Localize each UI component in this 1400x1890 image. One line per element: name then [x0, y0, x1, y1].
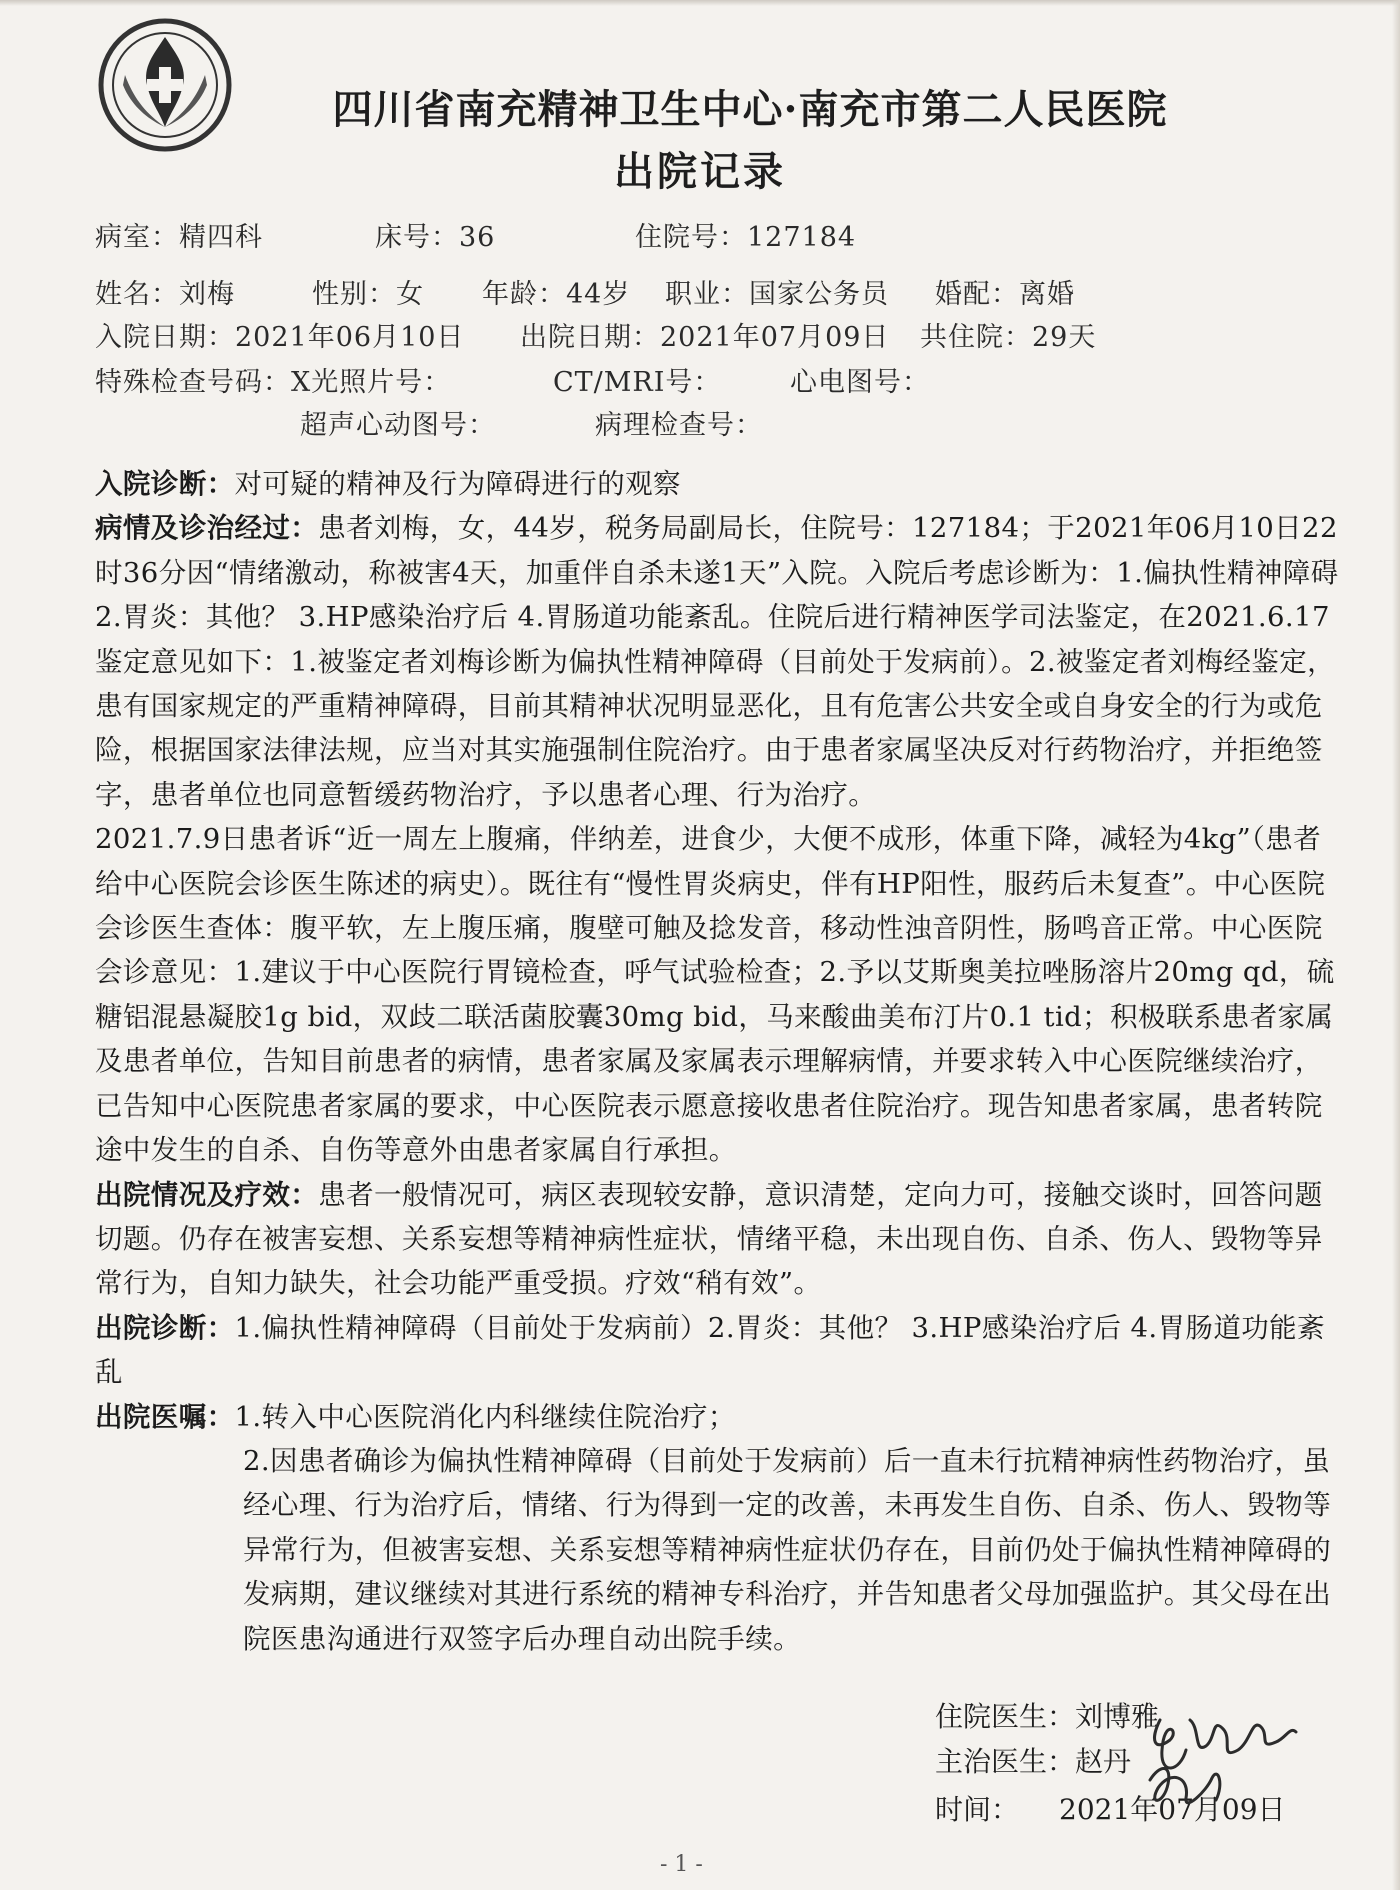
age-value: 44岁	[566, 279, 631, 310]
special-exam-label: 特殊检查号码：X光照片号：	[95, 367, 452, 398]
occupation-field	[665, 272, 889, 311]
admission-diagnosis	[95, 462, 1345, 506]
marital-label: 婚配：	[935, 279, 1019, 310]
record-body	[95, 462, 1345, 1661]
bed-value: 36	[459, 222, 496, 253]
page-number: - 1 -	[660, 1852, 703, 1877]
occupation-label: 职业：	[665, 279, 749, 310]
admission-number-label: 住院号：	[635, 222, 747, 253]
clinical-course-text: 患者刘梅，女，44岁，税务局副局长，住院号：127184；于2021年06月10日22时36分因“情绪激动，称被害4天，加重伴自杀未遂1天”入院。入院后考虑诊断为：1.偏执性精神障碍 2.胃炎：其他？ 3.HP感染治疗后 4.胃肠道功能紊乱。住院后进行精神医学司法鉴定，在2021.6.17鉴定意见如下：1.被鉴定者刘梅诊断为偏执性精神障碍（目前处于发病前）。2.被鉴定者刘梅经鉴定，患有国家规定的严重精神障碍，目前其精神状况明显恶化，且有危害公共安全或自身安全的行为或危险，根据国家法律法规，应当对其实施强制住院治疗。由于患者家属坚决反对行药物治疗，并拒绝签字，患者单位也同意暂缓药物治疗，予以患者心理、行为治疗。	[95, 512, 1339, 811]
admission-number-field	[635, 215, 856, 254]
time-label: 时间：	[935, 1793, 1020, 1826]
hospital-emblem-icon	[95, 15, 235, 155]
handwritten-signature	[1120, 1680, 1320, 1830]
hospital-name: 四川省南充精神卫生中心·南充市第二人民医院	[332, 86, 1168, 133]
name-field	[95, 272, 235, 311]
discharge-status	[95, 1173, 1345, 1306]
clinical-course-label: 病情及诊治经过：	[95, 512, 319, 545]
admit-date-field	[95, 315, 464, 354]
admit-date-value: 2021年06月10日	[235, 322, 465, 353]
sex-label: 性别：	[312, 279, 396, 310]
sex-field	[312, 272, 424, 311]
scan-edge	[0, 0, 1400, 6]
marital-field	[935, 272, 1075, 311]
admission-diagnosis-text: 对可疑的精神及行为障碍进行的观察	[234, 468, 681, 500]
time-value: 2021年07月09日	[1059, 1793, 1286, 1826]
discharge-diagnosis-text: 1.偏执性精神障碍（目前处于发病前）2.胃炎：其他？ 3.HP感染治疗后 4.胃肠道功能紊乱	[95, 1311, 1325, 1389]
stay-label: 共住院：	[920, 322, 1032, 353]
discharge-orders	[95, 1395, 1345, 1439]
document-title: 出院记录	[614, 148, 786, 195]
ward-field	[95, 215, 263, 254]
name-label: 姓名：	[95, 279, 179, 310]
clinical-course	[95, 506, 1345, 817]
discharge-date-field	[520, 315, 889, 354]
resident-label: 住院医生：	[935, 1700, 1076, 1733]
discharge-order-1: 1.转入中心医院消化内科继续住院治疗；	[234, 1400, 736, 1433]
discharge-status-label: 出院情况及疗效：	[95, 1178, 319, 1211]
attending-doctor	[935, 1740, 1131, 1780]
discharge-diagnosis	[95, 1306, 1345, 1395]
occupation-value: 国家公务员	[749, 279, 889, 310]
sex-value: 女	[396, 279, 424, 310]
name-value: 刘梅	[179, 279, 235, 310]
age-label: 年龄：	[482, 279, 566, 310]
ward-label: 病室：	[95, 222, 179, 253]
discharge-date-label: 出院日期：	[520, 322, 660, 353]
stay-value: 29天	[1032, 322, 1097, 353]
bed-field	[375, 215, 495, 254]
ward-value: 精四科	[179, 222, 263, 253]
admit-date-label: 入院日期：	[95, 322, 235, 353]
age-field	[482, 272, 630, 311]
scan-edge	[1392, 0, 1400, 1890]
attending-name: 赵丹	[1075, 1745, 1132, 1778]
echo-label: 超声心动图号：	[300, 410, 496, 441]
clinical-course-continued: 2021.7.9日患者诉“近一周左上腹痛，伴纳差，进食少，大便不成形，体重下降，减轻为4kg”（患者给中心医院会诊医生陈述的病史）。既往有“慢性胃炎病史，伴有HP阳性，服药后未复查”。中心医院会诊医生查体：腹平软，左上腹压痛，腹壁可触及捻发音，移动性浊音阴性，肠鸣音正常。中心医院会诊意见：1.建议于中心医院行胃镜检查，呼气试验检查；2.予以艾斯奥美拉唑肠溶片20mg qd，硫糖铝混悬凝胶1g bid，双歧二联活菌胶囊30mg bid，马来酸曲美布汀片0.1 tid；积极联系患者家属及患者单位，告知目前患者的病情，患者家属及家属表示理解病情，并要求转入中心医院继续治疗，已告知中心医院患者家属的要求，中心医院表示愿意接收患者住院治疗。现告知患者家属，患者转院途中发生的自杀、自伤等意外由患者家属自行承担。	[95, 823, 1335, 1167]
admission-diagnosis-label: 入院诊断：	[95, 468, 235, 500]
admission-number-value: 127184	[747, 222, 857, 253]
attending-label: 主治医生：	[935, 1745, 1076, 1778]
resident-name: 刘博雅	[1075, 1700, 1160, 1733]
discharge-status-text: 患者一般情况可，病区表现较安静，意识清楚，定向力可，接触交谈时，回答问题切题。仍存在被害妄想、关系妄想等精神病性症状，情绪平稳，未出现自伤、自杀、伤人、毁物等异常行为，自知力缺失，社会功能严重受损。疗效“稍有效”。	[95, 1178, 1323, 1300]
discharge-order-2: 2.因患者确诊为偏执性精神障碍（目前处于发病前）后一直未行抗精神病性药物治疗，虽经心理、行为治疗后，情绪、行为得到一定的改善，未再发生自伤、自杀、伤人、毁物等异常行为，但被害妄想、关系妄想等精神病性症状仍存在，目前仍处于偏执性精神障碍的发病期，建议继续对其进行系统的精神专科治疗，并告知患者父母加强监护。其父母在出院医患沟通进行双签字后办理自动出院手续。	[243, 1444, 1332, 1655]
discharge-diagnosis-label: 出院诊断：	[95, 1311, 235, 1344]
marital-value: 离婚	[1019, 279, 1075, 310]
discharge-orders-label: 出院医嘱：	[95, 1400, 235, 1433]
ecg-label: 心电图号：	[790, 367, 930, 398]
stay-field	[920, 315, 1096, 354]
bed-label: 床号：	[375, 222, 459, 253]
ct-mri-label: CT/MRI号：	[553, 367, 722, 398]
discharge-date-value: 2021年07月09日	[660, 322, 890, 353]
pathology-label: 病理检查号：	[595, 410, 763, 441]
